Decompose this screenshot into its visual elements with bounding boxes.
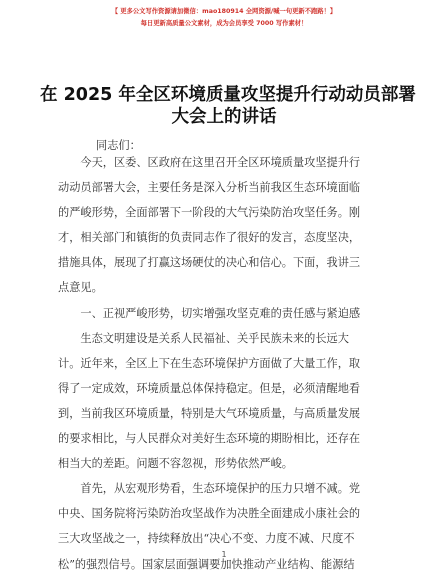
paragraph-line: 一、正视严峻形势，切实增强攻坚克难的责任感与紧迫感 <box>58 306 361 320</box>
paragraph-line: 的严峻形势，全面部署下一阶段的大气污染防治攻坚任务。刚 <box>58 206 361 220</box>
paragraph-line: 计。近年来，全区上下在生态环境保护方面做了大量工作，取 <box>58 356 361 370</box>
document-title-line-2: 大会上的讲话 <box>171 107 277 127</box>
speech-paragraph <box>58 150 392 301</box>
speech-paragraph <box>58 301 392 326</box>
promo-banner <box>0 6 448 30</box>
paragraph-line: 点意见。 <box>58 281 103 295</box>
paragraph-line: 动动员部署大会，主要任务是深入分析当前我区生态环境面临 <box>58 181 361 195</box>
paragraph-line: 得了一定成效，环境质量总体保持稳定。但是，必须清醒地看 <box>58 381 361 395</box>
paragraph-line: 三大攻坚战之一，持续释放出“决心不变、力度不减、尺度不 <box>58 532 355 546</box>
promo-banner-line-1: 【 更多公文写作资源请加微信：mao180914 全网资源/喊一句更新不跑路！】 <box>111 8 337 15</box>
paragraph-line: 才，相关部门和镇街的负责同志作了很好的发言，态度坚决， <box>58 231 361 245</box>
speech-paragraph <box>58 476 392 576</box>
paragraph-line: 措施具体，展现了打赢这场硬仗的决心和信心。下面，我讲三 <box>58 256 361 270</box>
paragraph-line: 的要求相比，与人民群众对美好生态环境的期盼相比，还存在 <box>58 432 361 446</box>
speech-body <box>58 150 392 577</box>
page-number: 1 <box>221 550 227 559</box>
salutation: 同志们： <box>96 139 141 152</box>
document-title <box>40 84 416 128</box>
promo-banner-line-2: 每日更新高质量公文素材，成为会员享受 7000 写作素材！ <box>140 20 308 27</box>
speech-paragraph <box>58 326 392 477</box>
document-title-line-1: 在 2025 年全区环境质量攻坚提升行动动员部署 <box>40 85 416 105</box>
paragraph-line: 生态文明建设是关系人民福祉、关乎民族未来的长远大 <box>58 331 349 345</box>
paragraph-line: 到，当前我区环境质量，特别是大气环境质量，与高质量发展 <box>58 406 361 420</box>
paragraph-line: 相当大的差距。问题不容忽视，形势依然严峻。 <box>58 457 293 471</box>
paragraph-line: 今天，区委、区政府在这里召开全区环境质量攻坚提升行 <box>58 156 361 169</box>
paragraph-line: 首先，从宏观形势看，生态环境保护的压力只增不减。党 <box>58 482 361 496</box>
paragraph-line: 松”的强烈信号。国家层面强调要加快推动产业结构、能源结 <box>58 557 355 571</box>
paragraph-line: 中央、国务院将污染防治攻坚战作为决胜全面建成小康社会的 <box>58 507 361 521</box>
